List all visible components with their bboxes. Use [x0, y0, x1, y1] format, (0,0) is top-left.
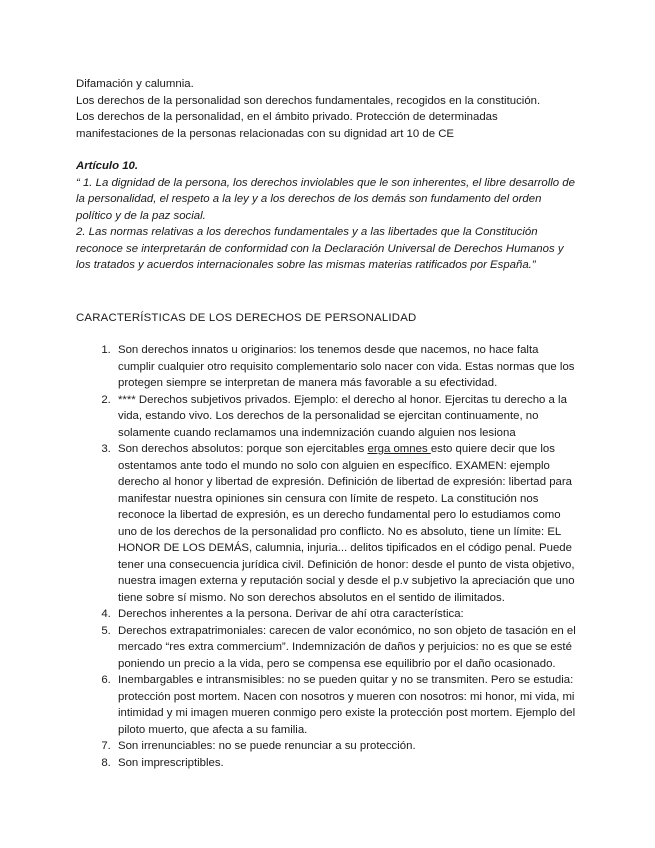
list-item: 8. Son imprescriptibles.	[114, 755, 576, 772]
intro-line-1: Difamación y calumnia.	[76, 78, 194, 90]
article-title: Artículo 10.	[76, 160, 139, 172]
intro-block	[76, 76, 576, 142]
list-item: 1. Son derechos innatos u originarios: los tenemos desde que nacemos, no hace falta cumplir cualquier otro requisito complementario solo nacer con vida. Estas normas que los protegen siempre se interpretan de manera más favorable a su efectividad.	[114, 342, 576, 392]
list-item-text: Son derechos absolutos: porque son ejercitables	[118, 443, 368, 455]
intro-line-2: Los derechos de la personalidad son derechos fundamentales, recogidos en la constitución.	[76, 94, 541, 107]
document-page	[76, 76, 576, 771]
list-item: 5. Derechos extrapatrimoniales: carecen de valor económico, no son objeto de tasación en el mercado “res extra commercium”. Indemnización de daños y perjuicios: no es que se esté poniendo un precio a la vida, pero se compensa ese equilibrio por el daño ocasionado.	[114, 623, 576, 673]
list-item: 2. **** Derechos subjetivos privados. Ejemplo: el derecho al honor. Ejercitas tu derecho a la vida, estando vivo. Los derechos de la personalidad se ejercitan continuamente, no solamente cuando reclamamos una indemnización cuando alguien nos lesiona	[114, 392, 576, 442]
list-item: 6. Inembargables e intransmisibles: no se pueden quitar y no se transmiten. Pero se estudia: protección post mortem. Nacen con nosotros y mueren con nosotros: mi honor, mi vida, mi intimidad y mi imagen mueren conmigo pero existe la protección post mortem. Ejemplo del piloto muerto, que afecta a su familia.	[114, 672, 576, 738]
article-paragraph-2: 2. Las normas relativas a los derechos fundamentales y a las libertades que la Constitución reconoce se interpretarán de conformidad con la Declaración Universal de Derechos Humanos y los tratados y acuerdos internacionales sobre las mismas materias ratificados por España.”	[76, 226, 564, 271]
article-paragraph-1: “ 1. La dignidad de la persona, los derechos inviolables que le son inherentes, el libre desarrollo de la personalidad, el respeto a la ley y a los derechos de los demás son fundamento del orden político y de la paz social.	[76, 176, 575, 222]
underlined-term: erga omnes	[367, 443, 431, 455]
section-heading: CARACTERÍSTICAS DE LOS DERECHOS DE PERSONALIDAD	[76, 311, 417, 324]
list-item: 7. Son irrenunciables: no se puede renunciar a su protección.	[114, 738, 576, 755]
list-item-text: esto quiere decir que los ostentamos ante todo el mundo no solo con alguien en específico. EXAMEN: ejemplo derecho al honor y libertad de expresión. Definición de libertad de expresión: libertad para manifestar nuestra opiniones sin censura con límite de respeto. La constitución nos reconoce la libertad de expresión, es un derecho fundamental pero lo estudiamos como uno de los derechos de la personalidad pro conflicto. No es absoluto, tiene un límite: EL HONOR DE LOS DEMÁS, calumnia, injuria... delitos tipificados en el código penal. Puede tener una consecuencia jurídica civil. Definición de honor: desde el punto de vista objetivo, nuestra imagen externa y reputación social y desde el p.v subjetivo la apreciación que uno tiene sobre sí mismo. No son derechos absolutos en el sentido de ilimitados.	[118, 443, 575, 604]
article-block	[76, 158, 576, 274]
list-item: 4. Derechos inherentes a la persona. Derivar de ahí otra característica:	[114, 606, 576, 623]
characteristics-list	[76, 342, 576, 771]
intro-line-3: Los derechos de la personalidad, en el ámbito privado. Protección de determinadas manifestaciones de la personas relacionadas con su dignidad art 10 de CE	[76, 111, 498, 140]
list-item	[114, 441, 576, 606]
